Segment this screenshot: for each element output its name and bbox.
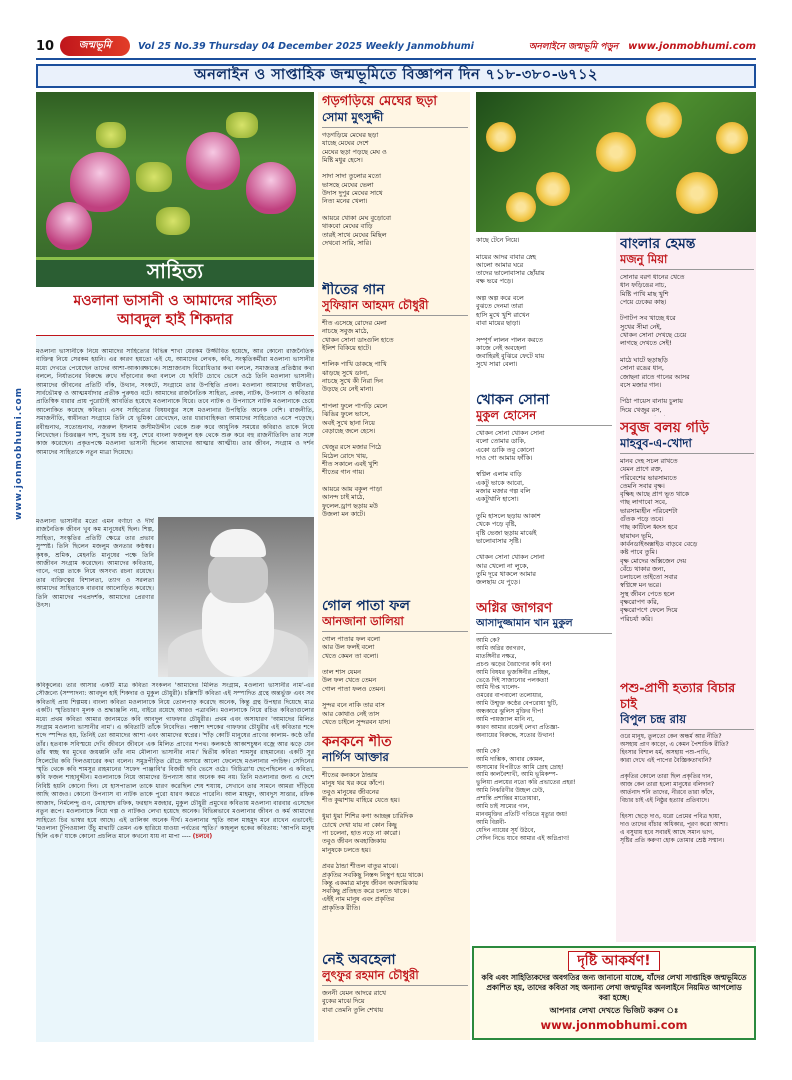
poem-author: আনজানা ডালিয়া (322, 614, 468, 632)
article-paragraph-top: মওলানা ভাসানীকে নিয়ে আমাদের সাহিত্যের বিভিন্ন শাখা যেরকম উজ্জীবিত হয়েছে, আর কোনো রাজনৈতিক ব্যক্তিত্ব নিয়ে সেরকম হয়নি। এর কারণ হয়তো এই যে, আমাদের লেখক, কবি, সংস্কৃতিকর্মীরা মওলানা ভাসানীর মধ্যে দেখতে পেয়েছেন তাদের আশা-আকাঙ্ক্ষাকে। সাম্রাজ্যবাদ বিরোধিতার কথা বললে, সমাজতন্ত্র প্রতিষ্ঠার কথা বললে, নির্যাতনের বিরুদ্ধে রুখে দাঁড়ানোর কথা বললে যে ছবিটি চোখে ভেসে ওঠে তিনি মওলানা ভাসানী। আমাদের জীবনের প্রতিটি বাঁক, উত্থান, সংকটে, সংগ্রামে তার উপস্থিতি প্রবল। মওলানা আমাদের স্বাধীনতা, সার্বভৌমত্ব ও আত্মমর্যাদার প্রতীক পুরুষও বটে। আমাদের রাজনৈতিক সাহিত্য, প্রবন্ধ, নাটক, উপন্যাস ও কবিতার প্রাতিস্বিক ধারার প্রায় পুরোটাই আবর্তিত হয়েছে মওলানাকে ঘিরে। তবে নাটক ও উপন্যাসে নাটক মওলানাকে চেয়ে আলোকিত করেছে কবিতা। এসব সাহিত্যের বিষয়বস্তুর সঙ্গে মওলানার উপস্থিতি অনেক বেশি। রাজনীতি, সমাজনীতি, স্বাধীনতা সংগ্রামে তিনি যে ভূমিকা রেখেছেন, তার ধারাবাহিকতা আমাদের সাহিত্যেও এসে পড়েছে। রবীন্দ্রনাথ, সত্যেন্দ্রনাথ, নজরুল ইসলাম জসীমউদ্দীন থেকে শুরু করে আধুনিক সময়ের কবিরাও তাকে নিয়ে লিখেছেন। চিত্তরঞ্জন দাশ, সুভাষ চন্দ্র বসু, শেরে বাংলা ফজলুল হক থেকে শুরু করে বহু রাজনীতিবিদ তার সঙ্গে কাজ করেছেন। প্রকৃতপক্ষে মওলানা ভাসানী ছিলেন আমাদের আত্মার আত্মীয়। তার জীবন, সংগ্রাম ও দর্শন আমাদের সাহিত্যকে নতুন মাত্রা দিয়েছে। (36, 348, 314, 456)
poem-title: বাংলার হেমন্ত (620, 236, 696, 252)
article-paragraph-left: মওলানা ভাসানীর মতো এমন বর্ণাঢ্য ও দীর্ঘ রাজনৈতিক জীবন খুব কম মানুষেরই ছিল। শিল্প, সাহিত্য, সংস্কৃতির প্রতিটি ক্ষেত্রে তার প্রভাব সুস্পষ্ট। তিনি ছিলেন মজলুম জনতার কণ্ঠস্বর। কৃষক, শ্রমিক, মেহনতি মানুষের পক্ষে তিনি আজীবন সংগ্রাম করেছেন। আমাদের কবিতায়, গানে, গল্পে তাকে নিয়ে অসংখ্য রচনা রয়েছে। তার ব্যক্তিত্বের বিশালতা, ত্যাগ ও সরলতা আমাদের সাহিত্যকে বারবার আলোড়িত করেছে। তিনি আমাদের পথপ্রদর্শক, আমাদের প্রেরণার উৎস। (36, 518, 154, 610)
poem-ognir-jagoron (476, 600, 612, 942)
poem-text: গড়গড়িয়ে মেঘের ছড়া যাচ্ছে মেঘের দেশে মেঘের ছড়া পড়ছে মেঘ ও মিষ্টি মধুর হেসে। সাদা সাদা তুলোর মতো ভাসছে মেঘের ভেলা উদাস দুপুর মেঘের সাথে নিত্য মনের খেলা। আয়রে খোকা মেঘ বুড়োবো থাকবো মেঘের বাড়ি তারই সাথে মেঘের মিছিল দেখবো সারি, সারি। (322, 131, 391, 247)
poem-gorgoriye (322, 94, 468, 270)
page-number: 10 (36, 38, 55, 54)
poem-banglar-hemonto (620, 236, 754, 416)
poem-title: নেই অবহেলা (322, 952, 396, 968)
poem-author: সুফিয়ান আহমদ চৌধুরী (322, 298, 468, 316)
poem-konkone-sheet (322, 734, 468, 946)
online-read-text: অনলাইনে জন্মভূমি পড়ুন (528, 41, 619, 52)
poem-text: কাছে টেনে নিয়ে। মায়ের আদর বাবার স্নেহ আলো আমার ঘরে তাদের ভালোবাসার ছোঁয়ায় বক্ষ ভরে পড়ে। অল্প অল্প করে বলে বুঝতে দেনমা তারা হাসি মুখে খুশি রাখেন বাবা মায়ের ছাড়া। সম্পূর্ণ লালন পালন করতে কাজে নেই অবহেলা জবাহিরই বুঝিরে ফেটে যায় সুখে সারা বেলা। (476, 236, 545, 369)
poem-title: অগ্নির জাগরণ (476, 600, 553, 616)
poem-text: শীতের কনকনে ঠান্ডায় মানুষ থর থর করে কাঁপে। তবুও মানুষের জীবনের শীত কুয়াশায় বাহিরে যেতে হয়। ধুয়া ধুয়া শিশির কণা আচ্ছন্ন চারিদিক চোখে দেখা যায় না কোন কিছু পা চলেনা, হাত নড়ে না কারো। তবুও জীবন অবহাজিকায় মানুষকে চলতে হয়। প্রবর ঠান্ডা শীতল বাতুর মাঝে। প্রকৃতির সবকিছু নিস্তব্দ নিস্থুপ হয়ে থাকে। কিন্তু একমাত্র মানুষ জীবন অবদায়িকায় সবকিছু প্রতিহত করে চলতে থাকে। এইই নাম মানুষ এবং প্রকৃতির প্রাকৃতিক রীতি। (322, 771, 424, 912)
poem-nei-obohela (322, 952, 468, 1040)
poem-author: সোমা মুৎসুদ্দী (322, 110, 468, 128)
poem-text: জননী যেমন আদরে রাখে বুকের মাঝে দিয়ে বাবা তেমনি তুলি শেখায় (322, 989, 386, 1014)
advertisement-banner: অনলাইন ও সাপ্তাহিক জন্মভূমিতে বিজ্ঞাপন দিন ৭১৮-৩৮০-৬৭১২ (36, 64, 756, 88)
poem-title: পশু-প্রাণী হত্যার বিচার চাই (620, 680, 736, 711)
flower-image (476, 92, 756, 232)
poem-title: কনকনে শীত (322, 734, 392, 750)
poem-author: লুৎফুর রহমান চৌধুরী (322, 968, 468, 986)
poem-sobuj-bolay (620, 420, 754, 674)
poem-author: বিপুল চন্দ্র রায় (620, 712, 754, 730)
lotus-image (36, 92, 314, 257)
poem-continuation (476, 236, 612, 386)
poem-text: আমি কে? আমি অগ্নির জাগরণ, মাতঙ্গিনীর নক্ষত্র, প্রচণ্ড ঝড়ের বৈরাগ্যের কবি বন! আমি বিষধর ভুজঙ্গিনীর প্রচ্ছিন্ন, ভেঙে দিই সাজানোর পলকতা! আমি দীপ্ত খালেদ- ওমরের বাপবালো তলোয়ার, আমি উন্মুক্ত কণ্ঠের বেপরোয়া ছুটি, অন্ধকারে ঝুলিস মুক্তির দীপ! আমি পায়জ্যাল মানি না, কারণ আমার রক্তেই লেখা প্রতিজ্ঞা- অন্যায়ের বিরুদ্ধে, সত্যের উত্থান! আমি কে? আমি দাম্ভিক, আবার কোমল, অসাম্যের বিপরীতে আমি দ্রোহ দ্রোহ! আমি কালবৈশাখী, আমি ভূমিকম্প- ভুলিয়া প্রলয়ের নতো করি প্রভাতের প্রহর! আমি নিঝরিণীর উচ্ছল ঢেউ, প্রশান্তি প্রশান্তির মাতোয়ারা, আমি চাই সাম্যের গান, মানবমুক্তির প্রতিটি গণ্ডিতে মৃত্যুর জয়! আমি বিপ্লবী- যেদিন ন্যায়ের সূর্য উঠবে, সেদিন নিভে যাবে আমার এই অগ্নিপ্রাণ! (476, 637, 576, 842)
poem-text: ওরে মানুষ, তুলতো কেন অন্ধর্ম আর নীতি? অসহায় প্রাণ কাড়ো, এ কেমন পৈশাচিক রীতি? হিংসার বিশাল ধর্ম, অসহায় পশু-পাখি, কারা দেখে এই পাপের বৈজ্ঞিকতাখানি? প্রকৃতির কোলে তারা ছিল প্রকৃতির দান, আজ কেন তারা হলো মানুষের বলিদান? আর্তনাদ শনি তাদের, নীরবে তারা কাঁদে, বিচার চাই এই নিষ্ঠুর হত্যার প্রতিবাদে। হিংসা ছেড়ে দাও, ধরো প্রেমের পবিত্র ছায়া, দাও তাদের বাঁচার অধিকার, পূরণ করো আশা। এ বসুধায় হবে সবারই আছে সমান ভাগ, সৃষ্টির প্রতি করুণা হোক তোমার শ্রেষ্ঠ সম্মান। (620, 733, 729, 844)
notice-visit-text: আপনার লেখা দেখতে ভিজিট করুন ঃ (549, 1006, 679, 1015)
article-paragraph-bottom (36, 682, 314, 1038)
poem-poshu-prani (620, 680, 754, 940)
continued-label: (চলবে) (192, 833, 213, 841)
maulana-portrait-image (158, 517, 314, 677)
poem-gol-pata (322, 598, 468, 730)
poem-author: আসাদুজ্জামান খান মুকুল (476, 616, 612, 634)
article-title: মওলানা ভাসানী ও আমাদের সাহিত্য (73, 293, 277, 309)
poem-khokon-sona (476, 392, 612, 596)
poem-title: গোল পাতা ফল (322, 598, 410, 614)
page-header (36, 34, 756, 60)
poem-text: শীত এসেছে রোদের মেলা নাচছে সবুজ মাঠে, খোকন সোনা ডাংগুলি হাতে ইলিশ বিকিয়ে হাটে। শালিক পাখি ডাকছে পাখি ঝাড়ছে সুখে ডানা, নাচছে সুখে কী নিরা দিন উড়ছে যে নেই মানা। শাপলা ফুলে পাপড়ি মেলে ঝিঙির ফুলে ভাসে, অবই সুখে ছানা নিয়ে বেড়াচ্ছে জলে হেসে। খেজুর রসে মজার পিঠে মিঠেল রোদে খায়, শীত সকালে এবই খুশি শীতের গান গায়। আয়রে আয় বকুল পাড়া আনন্দ চাই মাঠে, ফুলেল.ড্রাণ ছড়ায় মউ উজলা মন কাটে। (322, 319, 394, 518)
notice-website-link[interactable]: www.jonmobhumi.com (540, 1018, 688, 1032)
section-title: সাহিত্য (36, 257, 314, 287)
volume-line: Vol 25 No.39 Thursday 04 December 2025 Weekly Janmobhumi (138, 40, 474, 52)
poem-author: নার্গিস আক্তার (322, 750, 468, 768)
poem-title: খোকন সোনা (476, 392, 550, 408)
poem-author: মজনু মিয়া (620, 252, 754, 270)
poem-text: খোকন সোনা খোকন সোনা বলো তোমার ডাকি, একো ডাকি তবু কোনো দাও গো আমায় ফাঁকি। স্বপ্নিল এলাম বাড়ি একটু ভাকে আবো, মজার মজার গল্প বলি একটুখানি হাসো। তুমি হাসলে ছড়ায় আকাশ খেকে পড়ে বৃষ্টি, বৃষ্টি ভেজা ছড়ায় মাঝেই ভালোবাসার সৃষ্টি। খোকন সোনা খোকন সোনা আর খেলো না লুকে, তুমি দূরে থাকলে আমার জলছায় যে পুড়ে। (476, 429, 545, 587)
header-website-link[interactable]: www.jonmobhumi.com (628, 40, 756, 52)
side-website-link[interactable]: www.jonmobhumi.com (14, 386, 24, 520)
attention-notice (472, 946, 756, 1040)
article-author: আবদুল হাই শিকদার (36, 309, 314, 336)
newspaper-logo[interactable]: জন্মভূমি (60, 36, 130, 56)
poem-shiter-gaan (322, 282, 468, 594)
poem-author: মাহবুব-এ-খোদা (620, 436, 754, 454)
poem-text: গোল পাতার ফল বলো আর উল ফলই বলো খেতে কেমন তা বলো। তাল শাস যেমন উল ফল খেতে তেমন গোল পাতা ফলও তেমন। সুন্দর বনে নাকি তার বাস আর কোথাও নেই তাস খেতে চাইলে সুন্দরবন যাস। (322, 635, 391, 726)
poem-title: গড়গড়িয়ে মেঘের ছড়া (322, 94, 438, 109)
notice-title: দৃষ্টি আকর্ষণ! (568, 951, 659, 971)
article-bottom-text: কবিকুলের। তার আসার একটি মাত্র কবিতা সংকলন 'আমাদের মিলিত সংগ্রাম, মওলানা ভাসানীর নাম'-এর সৌজন্যে (সম্পাদনা: আবদুল হাই শিকদার ও মুকুল চৌধুরী)। চল্লিশটি কবিতা এই সম্পাদিত গ্রন্থে অন্তর্ভুক্ত এবং সব কবিতাই প্রায় শিল্পময়। বাংলা কবিতা মওলানাকে নিয়ে তোলপাড় করেছে অনেক, কিন্তু গ্রন্থ উপহার দিয়েছে মাত্র একটি। স্মৃতিচারণ মূলক ও শ্রদ্ধাঞ্জলি নয়, বাইরে রয়েছে আরও পত্রাবলি। মওলানাকে নিয়ে রচিত কবিতাগুলোর মধ্যে প্রথম কবিতা আমার জানামতে কবি আবদুল গাফফার চৌধুরীর। প্রথম এবং অসাধারণ 'আমাদের মিলিত সংগ্রাম মওলানা ভাসানীর নাম'। এ কবিতাটি তাঁকে নিবেদিত। পঞ্চাশ দশকের গাফফার চৌধুরীর এই কবিতার শব্দে শব্দে স্পন্দিত হয়, তিনিই তো আমাদের আশা এবং আমাদের স্বপ্নের। 'শাঁড় কোটি মানুষের প্রাণের কালাম- কণ্ঠে তাঁর তাঁর। হতবাক সবিস্ময়ে দেখি জীবনে জীবনে এক মিলিত প্রাণের শপথ। কলকণ্ঠে আকাশচুম্বন বজ্রে আর ঝড়ে যেন তাঁর স্বচ্ছ স্বর মুখের জয়ধ্বনি তাঁর নাম মৌলানা ভাসানীর নাম।' দ্বিতীয় কবিতা শামসুর রাহমানের। একটি সুর সিলেটের কবি দিলওয়ারের কথা বলেন। সমুদ্রপীড়িত রৌদ্রে অসারে আলো ফেলেছে মওলানার পদচিহ্ন। সেদিনের স্মৃতি থেকে কবি শামসুর রাহমানের 'সফেদ পাঞ্জাবি'র বিজয়ী ছবি ভেসে ওঠে। 'বিচিত্রা'য় ছেপেছিলেন এ কবিতা, কবি ফজল শাহাবুদ্দীন। মওলানাকে নিয়ে আমাদের উপন্যাস আর অনেক কম নয়। তিনি মওলানার জন্য এ দেশে নিবিষ্ট হয়নি কোনো দিন। যে হাসপাতাল তাকে ধারণ করেছিল শেষ শয্যায়, সেখানে তার সামনে আমরা দাঁড়িয়ে আছি আজও। কোনো উপন্যাস বা নাটক তাকে পুরো ধারণ করতে পারেনি। আল মাহমুদ, আবদুস সাত্তার, রফিক আজাদ, নির্মলেন্দু গুণ, মোহাম্মদ রফিক, ফরহাদ মজহার, মুকুল চৌধুরী প্রমুখের কবিতায় মওলানা বারবার এসেছেন নতুন রূপে। মওলানাকে নিয়ে গল্প ও নাটকও লেখা হয়েছে অনেক। বিভিন্নভাবে মওলানার জীবন ও কর্ম আমাদের সাহিত্যে চির ভাস্বর হয়ে আছে। এই তালিকা অনেক দীর্ঘ। মওলানার স্মৃতি আল মাহমুদ মনে রাখেন এভাবেই: 'মওলানা টুপিওয়ালা উঁচু মাথাটি তেমন এক হারিয়ে যাওয়া পর্বতের স্মৃতি।' কাহলুল হকের কবিতায়: 'আপনি মানুষ ছিলি এক।' যাকে কোনো প্রচলিত মানে কখনো যায় না মাপা ---- (36, 682, 314, 841)
poem-author: মুকুল হোসেন (476, 408, 612, 426)
poem-title: সবুজ বলয় গড়ি (620, 420, 709, 436)
poem-text: মানব দেহ সচল রাখতে যেমন প্রাণে রক্ত, পরিবেশের ভারসাম্যতে তেমনি সবার বৃক্ষ। বৃক্ষিহ আছে প্রাণ ভূত থাকে গাছ লাগাবো সবে, ভারসাম্যহীন পরিবেশটা গুঁতক পড়ে তবে। গাছ কাটিলে ধ্বংস হবে ছায়াঘন ভূমি, কার্বনডাইঅক্সাইড বাড়বে বেড়ে কষ্ট পাবে তুমি। বৃক্ষ মোদের অক্সিজেন দেয় বেঁচে থাকার জন্য, চলাচলে তাইতো সবার স্বপ্নিঙ্গে মন ভরে। সুস্থ জীবন পেতে হলে বৃক্ষরোপণ করি, বৃক্ষরোপণে ফেলে দিয়ে পরিচর্যা করি। (620, 457, 698, 623)
notice-body: কবি এবং সাহিত্যিকদের অবগতির জন্য জানানো যাচ্ছে, যাঁদের লেখা সাপ্তাহিক জন্মভূমিতে প্রকাশিত হয়, তাদের কবিতা সহ অন্যান্য লেখা জন্মভূমির অনলাইনে নিয়মিত আপলোড করা হচ্ছে। (481, 973, 747, 1002)
poem-title: শীতের গান (322, 282, 385, 298)
poem-text: সোনার বরণ ধানের খেতে ধান ফড়িঙের নাচ, মিষ্টি পাখি মাছ খুশি পেয়ে ঢেকের কাছ। টপাটপ সব খাচ্ছে ধরে সুখের সীমা নেই, খোকন সোনা দেখছে চেয়ে লাগছে দেখতে সেই! মাঠে ঘাটে ছড়াছড়ি সোনা রঙের ধান, জোছনা রাতে গানের আসর বসে মজার গান। পিঠা পায়েস বানায় চুলায় দিয়ে খেজুর রস, (620, 273, 690, 414)
